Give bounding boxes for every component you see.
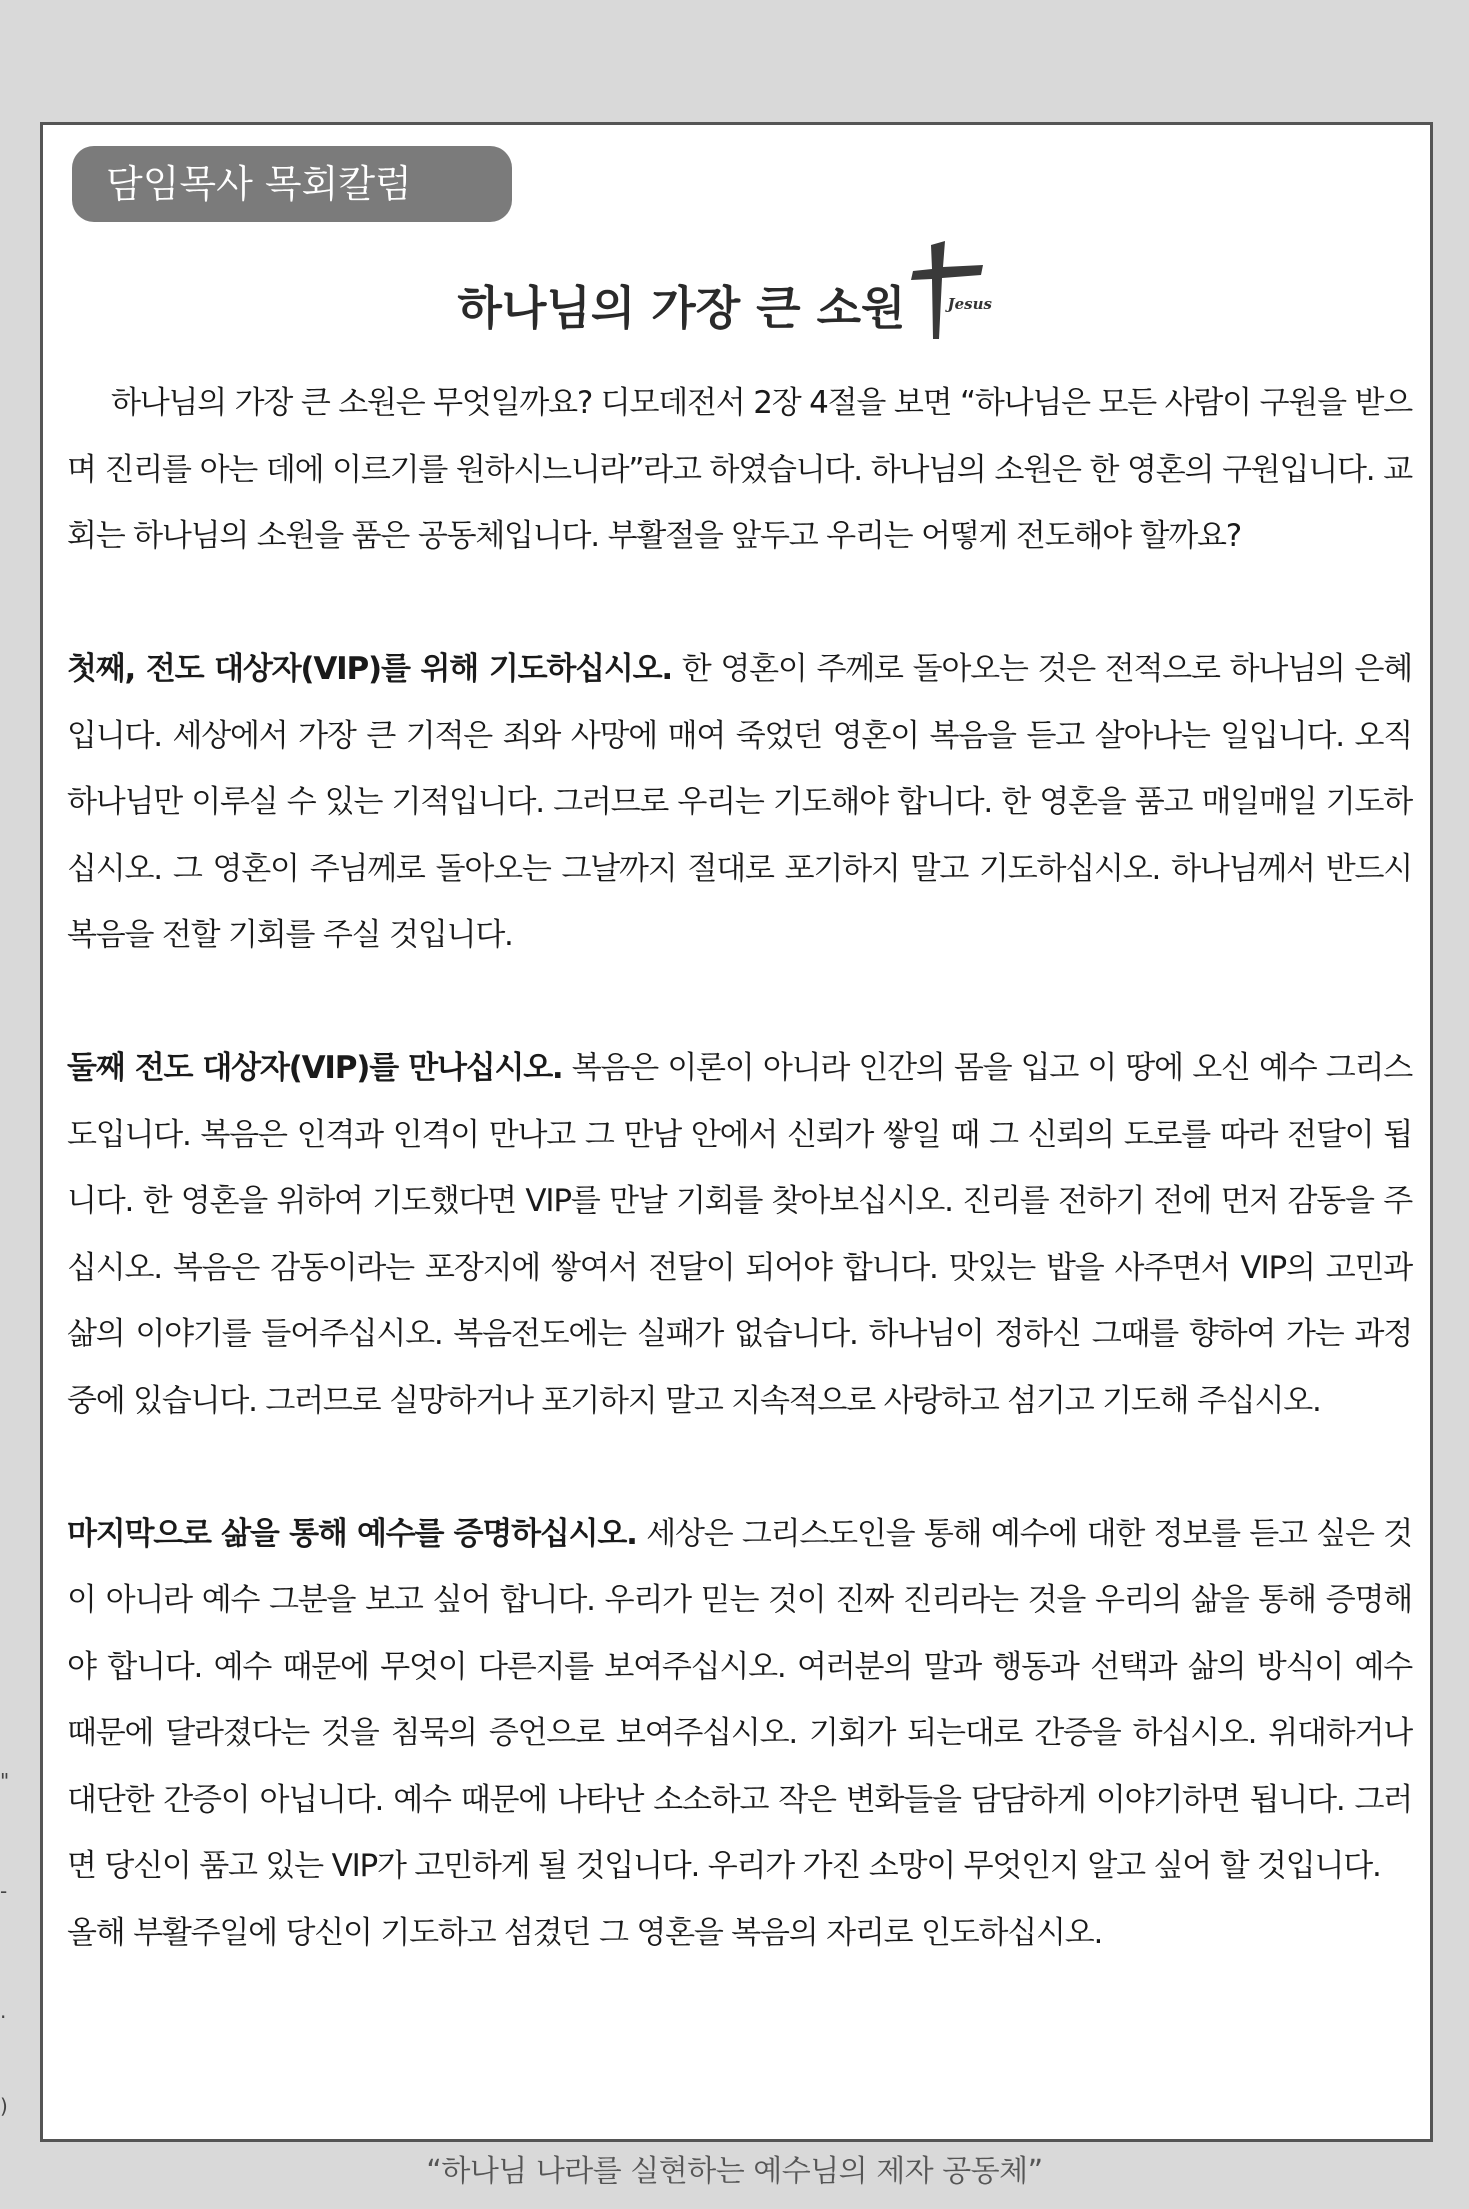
left-margin-mark: )	[0, 2094, 8, 2118]
footer-motto: “하나님 나라를 실현하는 예수님의 제자 공동체”	[426, 2154, 1043, 2189]
column-body	[67, 370, 1412, 1966]
column-panel	[40, 122, 1433, 2142]
section-tag: 담임목사 목회칼럼	[72, 146, 512, 222]
point-3-paragraph	[67, 1501, 1412, 1900]
left-margin-mark: .	[0, 1999, 7, 2023]
left-margin-mark: -	[0, 1879, 8, 1903]
point-2-text: 복음은 이론이 아니라 인간의 몸을 입고 이 땅에 오신 예수 그리스도입니다. 복음은 인격과 인격이 만나고 그 만남 안에서 신뢰가 쌓일 때 그 신뢰의 도로를 따라 전달이 됩니다. 한 영혼을 위하여 기도했다면 VIP를 만날 기회를 찾아보십시오. 진리를 전하기 전에 먼저 감동을 주십시오. 복음은 감동이라는 포장지에 쌓여서 전달이 되어야 합니다. 맛있는 밥을 사주면서 VIP의 고민과 삶의 이야기를 들어주십시오. 복음전도에는 실패가 없습니다. 하나님이 정하신 그때를 향하여 가는 과정 중에 있습니다. 그러므로 실망하거나 포기하지 말고 지속적으로 사랑하고 섬기고 기도해 주십시오.	[67, 1050, 1412, 1419]
point-1-text: 한 영혼이 주께로 돌아오는 것은 전적으로 하나님의 은혜입니다. 세상에서 가장 큰 기적은 죄와 사망에 매여 죽었던 영혼이 복음을 듣고 살아나는 일입니다. 오직 하나님만 이루실 수 있는 기적입니다. 그러므로 우리는 기도해야 합니다. 한 영혼을 품고 매일매일 기도하십시오. 그 영혼이 주님께로 돌아오는 그날까지 절대로 포기하지 말고 기도하십시오. 하나님께서 반드시 복음을 전할 기회를 주실 것입니다.	[67, 651, 1413, 953]
closing-paragraph: 올해 부활주일에 당신이 기도하고 섬겼던 그 영혼을 복음의 자리로 인도하십시오.	[67, 1914, 1103, 1951]
cross-icon	[905, 235, 1015, 345]
title-row	[43, 235, 1430, 355]
point-1-paragraph	[67, 636, 1412, 969]
point-3-heading: 마지막으로 삶을 통해 예수를 증명하십시오.	[67, 1515, 637, 1552]
jesus-logo-text: Jesus	[947, 295, 992, 313]
left-margin-mark: "	[0, 1769, 10, 1793]
intro-paragraph: 하나님의 가장 큰 소원은 무엇일까요? 디모데전서 2장 4절을 보면 “하나님은 모든 사람이 구원을 받으며 진리를 아는 데에 이르기를 원하시느니라”라고 하였습니다. 하나님의 소원은 한 영혼의 구원입니다. 교회는 하나님의 소원을 품은 공동체입니다. 부활절을 앞두고 우리는 어떻게 전도해야 할까요?	[67, 385, 1412, 554]
point-2-heading: 둘째 전도 대상자(VIP)를 만나십시오.	[67, 1050, 563, 1086]
point-3-text: 세상은 그리스도인을 통해 예수에 대한 정보를 듣고 싶은 것이 아니라 예수 그분을 보고 싶어 합니다. 우리가 믿는 것이 진짜 진리라는 것을 우리의 삶을 통해 증명해야 합니다. 예수 때문에 무엇이 다른지를 보여주십시오. 여러분의 말과 행동과 선택과 삶의 방식이 예수 때문에 달라졌다는 것을 침묵의 증언으로 보여주십시오. 기회가 되는대로 간증을 하십시오. 위대하거나 대단한 간증이 아닙니다. 예수 때문에 나타난 소소하고 작은 변화들을 담담하게 이야기하면 됩니다. 그러면 당신이 품고 있는 VIP가 고민하게 될 것입니다. 우리가 가진 소망이 무엇인지 알고 싶어 할 것입니다.	[67, 1515, 1413, 1884]
point-1-heading: 첫째, 전도 대상자(VIP)를 위해 기도하십시오.	[67, 651, 672, 687]
point-2-paragraph	[67, 1035, 1412, 1434]
page-title: 하나님의 가장 큰 소원	[457, 281, 906, 335]
